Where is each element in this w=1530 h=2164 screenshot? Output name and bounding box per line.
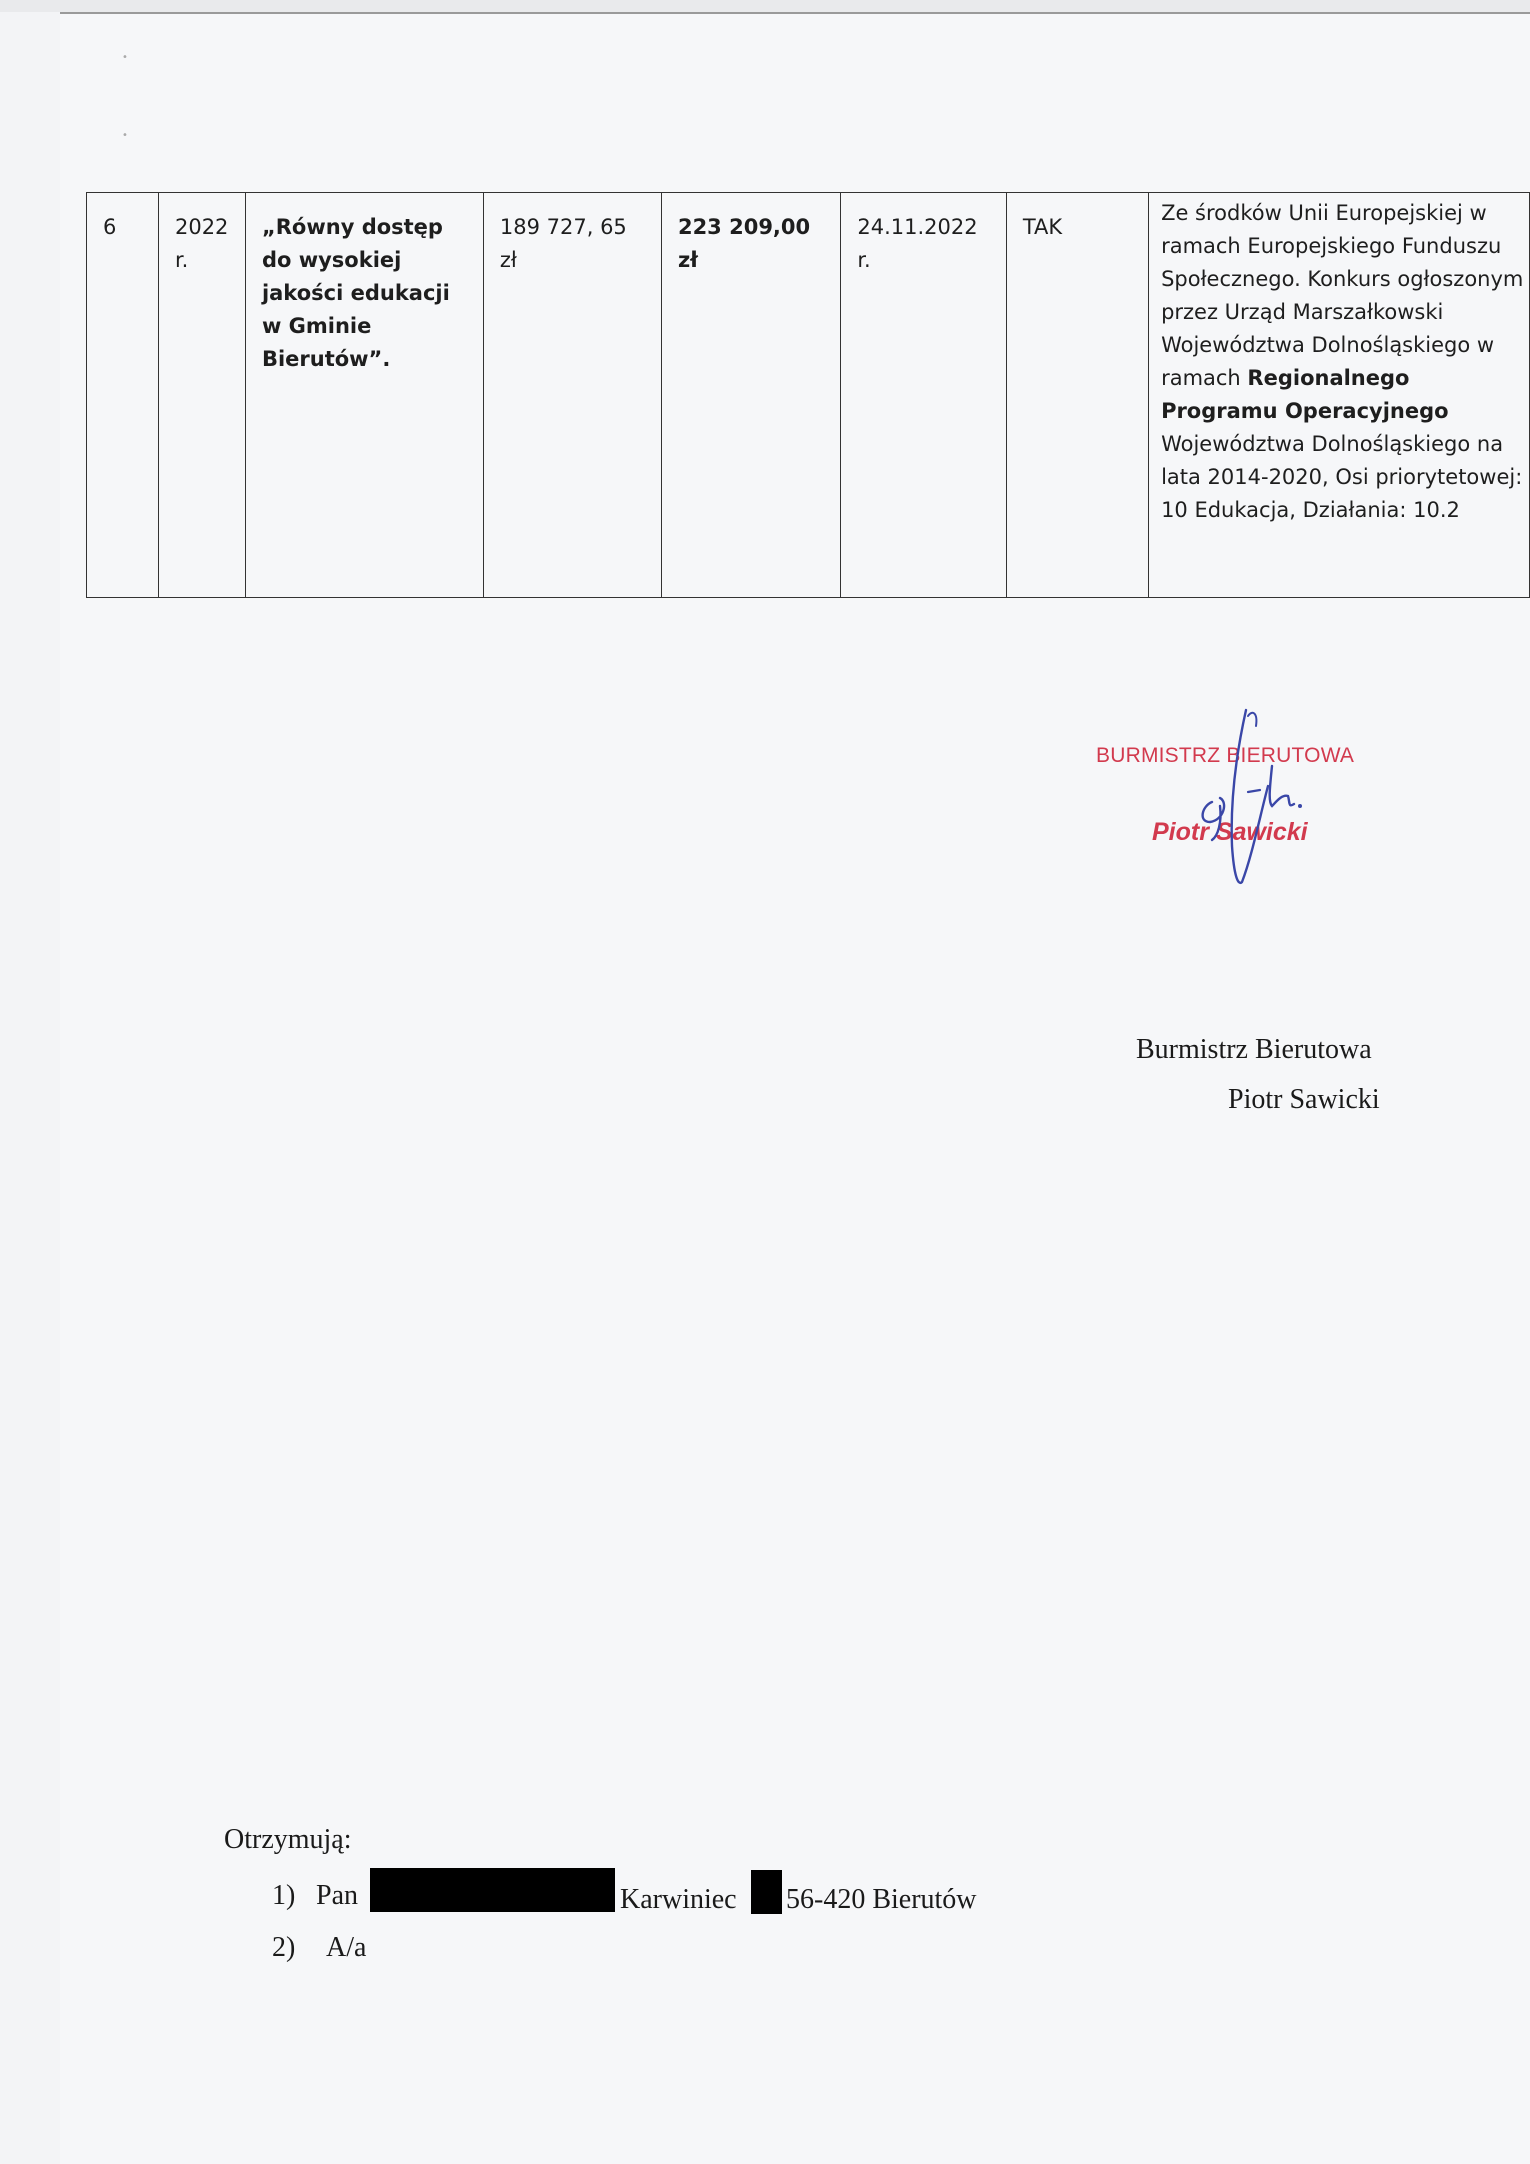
table-row (87, 193, 1530, 598)
punch-mark: • (122, 52, 128, 63)
scan-top-edge (0, 0, 1530, 12)
redaction-name (370, 1868, 615, 1912)
cell-lp: 6 (87, 193, 159, 598)
recipient-postal: 56-420 Bierutów (786, 1884, 977, 1915)
cell-year: 2022 r. (158, 193, 245, 598)
cell-status: TAK (1006, 193, 1148, 598)
funding-text-1: Ze środków Unii Europejskiej w ramach Europejskiego Funduszu Społecznego. Konkurs ogłoszonym przez Urząd Marszałkowski Województwa Dolnośląskiego w ramach (1161, 201, 1524, 390)
handwritten-signature (1172, 706, 1372, 896)
recipient-number-1: 1) (272, 1880, 296, 1911)
cell-amount-own: 189 727, 65 zł (483, 193, 661, 598)
recipient-prefix: Pan (316, 1880, 358, 1911)
stamp-name: Piotr Sawicki (1152, 818, 1308, 846)
page-top-border (60, 12, 1530, 14)
funding-text-bold: Regionalnego Programu Operacyjnego (1161, 366, 1449, 423)
grants-table (86, 192, 1530, 598)
cell-date: 24.11.2022 r. (841, 193, 1007, 598)
funding-text-2: Województwa Dolnośląskiego na lata 2014-2020, Osi priorytetowej: 10 Edukacja, Działania: 10.2 (1161, 432, 1523, 522)
stamp-title: BURMISTRZ BIERUTOWA (1096, 744, 1355, 767)
official-stamp (1092, 706, 1412, 896)
recipient-archive: A/a (326, 1932, 367, 1963)
recipient-address: Karwiniec (620, 1884, 737, 1915)
recipient-number-2: 2) (272, 1932, 296, 1963)
punch-mark: • (122, 130, 128, 141)
cell-amount-total: 223 209,00 zł (661, 193, 840, 598)
signatory-name: Piotr Sawicki (1228, 1084, 1380, 1115)
cell-project-title: „Równy dostęp do wysokiej jakości edukacji w Gminie Bierutów”. (245, 193, 483, 598)
redaction-house-number (751, 1870, 782, 1914)
cell-funding-source (1149, 193, 1530, 598)
recipients-heading: Otrzymują: (224, 1824, 352, 1855)
signatory-title: Burmistrz Bierutowa (1136, 1034, 1372, 1065)
